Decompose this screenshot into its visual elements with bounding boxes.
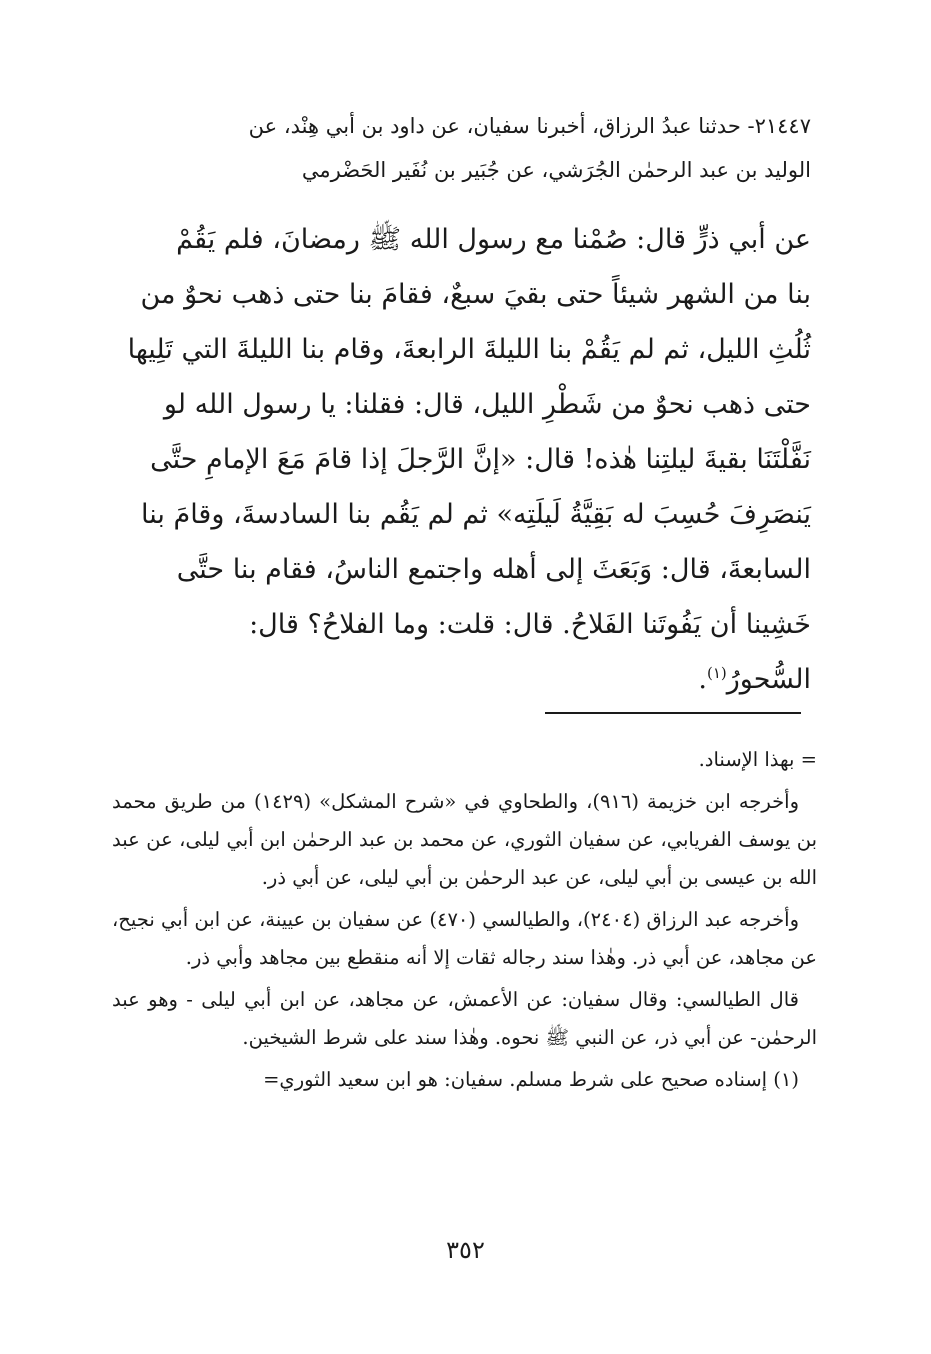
page-number: ٣٥٢	[446, 1236, 485, 1264]
hadith-isnad	[118, 104, 811, 192]
footnote-paragraph: = بهذا الإسناد.	[698, 748, 817, 771]
matn-end-mark: .	[698, 664, 707, 695]
matn-line: بنا من الشهر شيئاً حتى بقيَ سبعٌ، فقامَ بنا حتى ذهب نحوٌ من	[140, 279, 811, 310]
hadith-matn	[118, 212, 811, 707]
footnotes	[112, 741, 817, 1103]
matn-line: نَفَّلْتَنَا بقيةَ ليلتِنا هٰذه! قال: «إنَّ الرَّجلَ إذا قامَ مَعَ الإمامِ حتَّى	[150, 444, 811, 475]
matn-line: السابعةَ، قال: وَبَعَثَ إلى أهله واجتمع الناسُ، فقام بنا حتَّى	[176, 554, 811, 585]
footnote-paragraph: (١) إسناده صحيح على شرط مسلم. سفيان: هو ابن سعيد الثوري=	[263, 1068, 799, 1091]
matn-line: خَشِينا أن يَفُوتَنا الفَلاحُ. قال: قلت: وما الفلاحُ؟ قال:	[249, 609, 811, 640]
matn-line: ثُلُثِ الليل، ثم لم يَقُمْ بنا الليلةَ الرابعةَ، وقام بنا الليلةَ التي تَلِيها	[127, 334, 811, 365]
footnote-paragraph: قال الطيالسي: وقال سفيان: عن الأعمش، عن مجاهد، عن ابن أبي ليلى - وهو عبد الرحمٰن- عن أبي ذر، عن النبي ﷺ نحوه. وهٰذا سند على شرط الشيخين.	[112, 988, 817, 1049]
matn-line: عن أبي ذرٍّ قال: صُمْنا مع رسول الله ﷺ رمضانَ، فلم يَقُمْ	[176, 224, 811, 255]
matn-last-word: السُّحورُ	[726, 664, 811, 695]
footnote-separator	[545, 712, 801, 714]
footnote-paragraph: وأخرجه عبد الرزاق (٢٤٠٤)، والطيالسي (٤٧٠) عن سفيان بن عيينة، عن ابن أبي نجيح، عن مجاهد، عن أبي ذر. وهٰذا سند رجاله ثقات إلا أنه منقطع بين مجاهد وأبي ذر.	[112, 908, 817, 969]
isnad-line: الوليد بن عبد الرحمٰن الجُرَشي، عن جُبَير بن نُفَير الحَضْرمي	[301, 158, 811, 182]
footnote-reference: (١)	[706, 664, 727, 682]
isnad-line: ٢١٤٤٧- حدثنا عبدُ الرزاق، أخبرنا سفيان، عن داود بن أبي هِنْد، عن	[248, 114, 811, 138]
matn-line: حتى ذهب نحوٌ من شَطْرِ الليل، قال: فقلنا: يا رسول الله لو	[163, 389, 811, 420]
matn-last-line	[118, 652, 811, 707]
footnote-paragraph: وأخرجه ابن خزيمة (٩١٦)، والطحاوي في «شرح المشكل» (١٤٢٩) من طريق محمد بن يوسف الفريابي، عن سفيان الثوري، عن محمد بن عبد الرحمٰن ابن أبي ليلى، عن عبد الله بن عيسى بن أبي ليلى، عن عبد الرحمٰن بن أبي ليلى، عن أبي ذر.	[112, 790, 817, 889]
matn-line: يَنصَرِفَ حُسِبَ له بَقِيَّةُ لَيلَتِه» ثم لم يَقُم بنا السادسةَ، وقامَ بنا	[141, 499, 811, 530]
